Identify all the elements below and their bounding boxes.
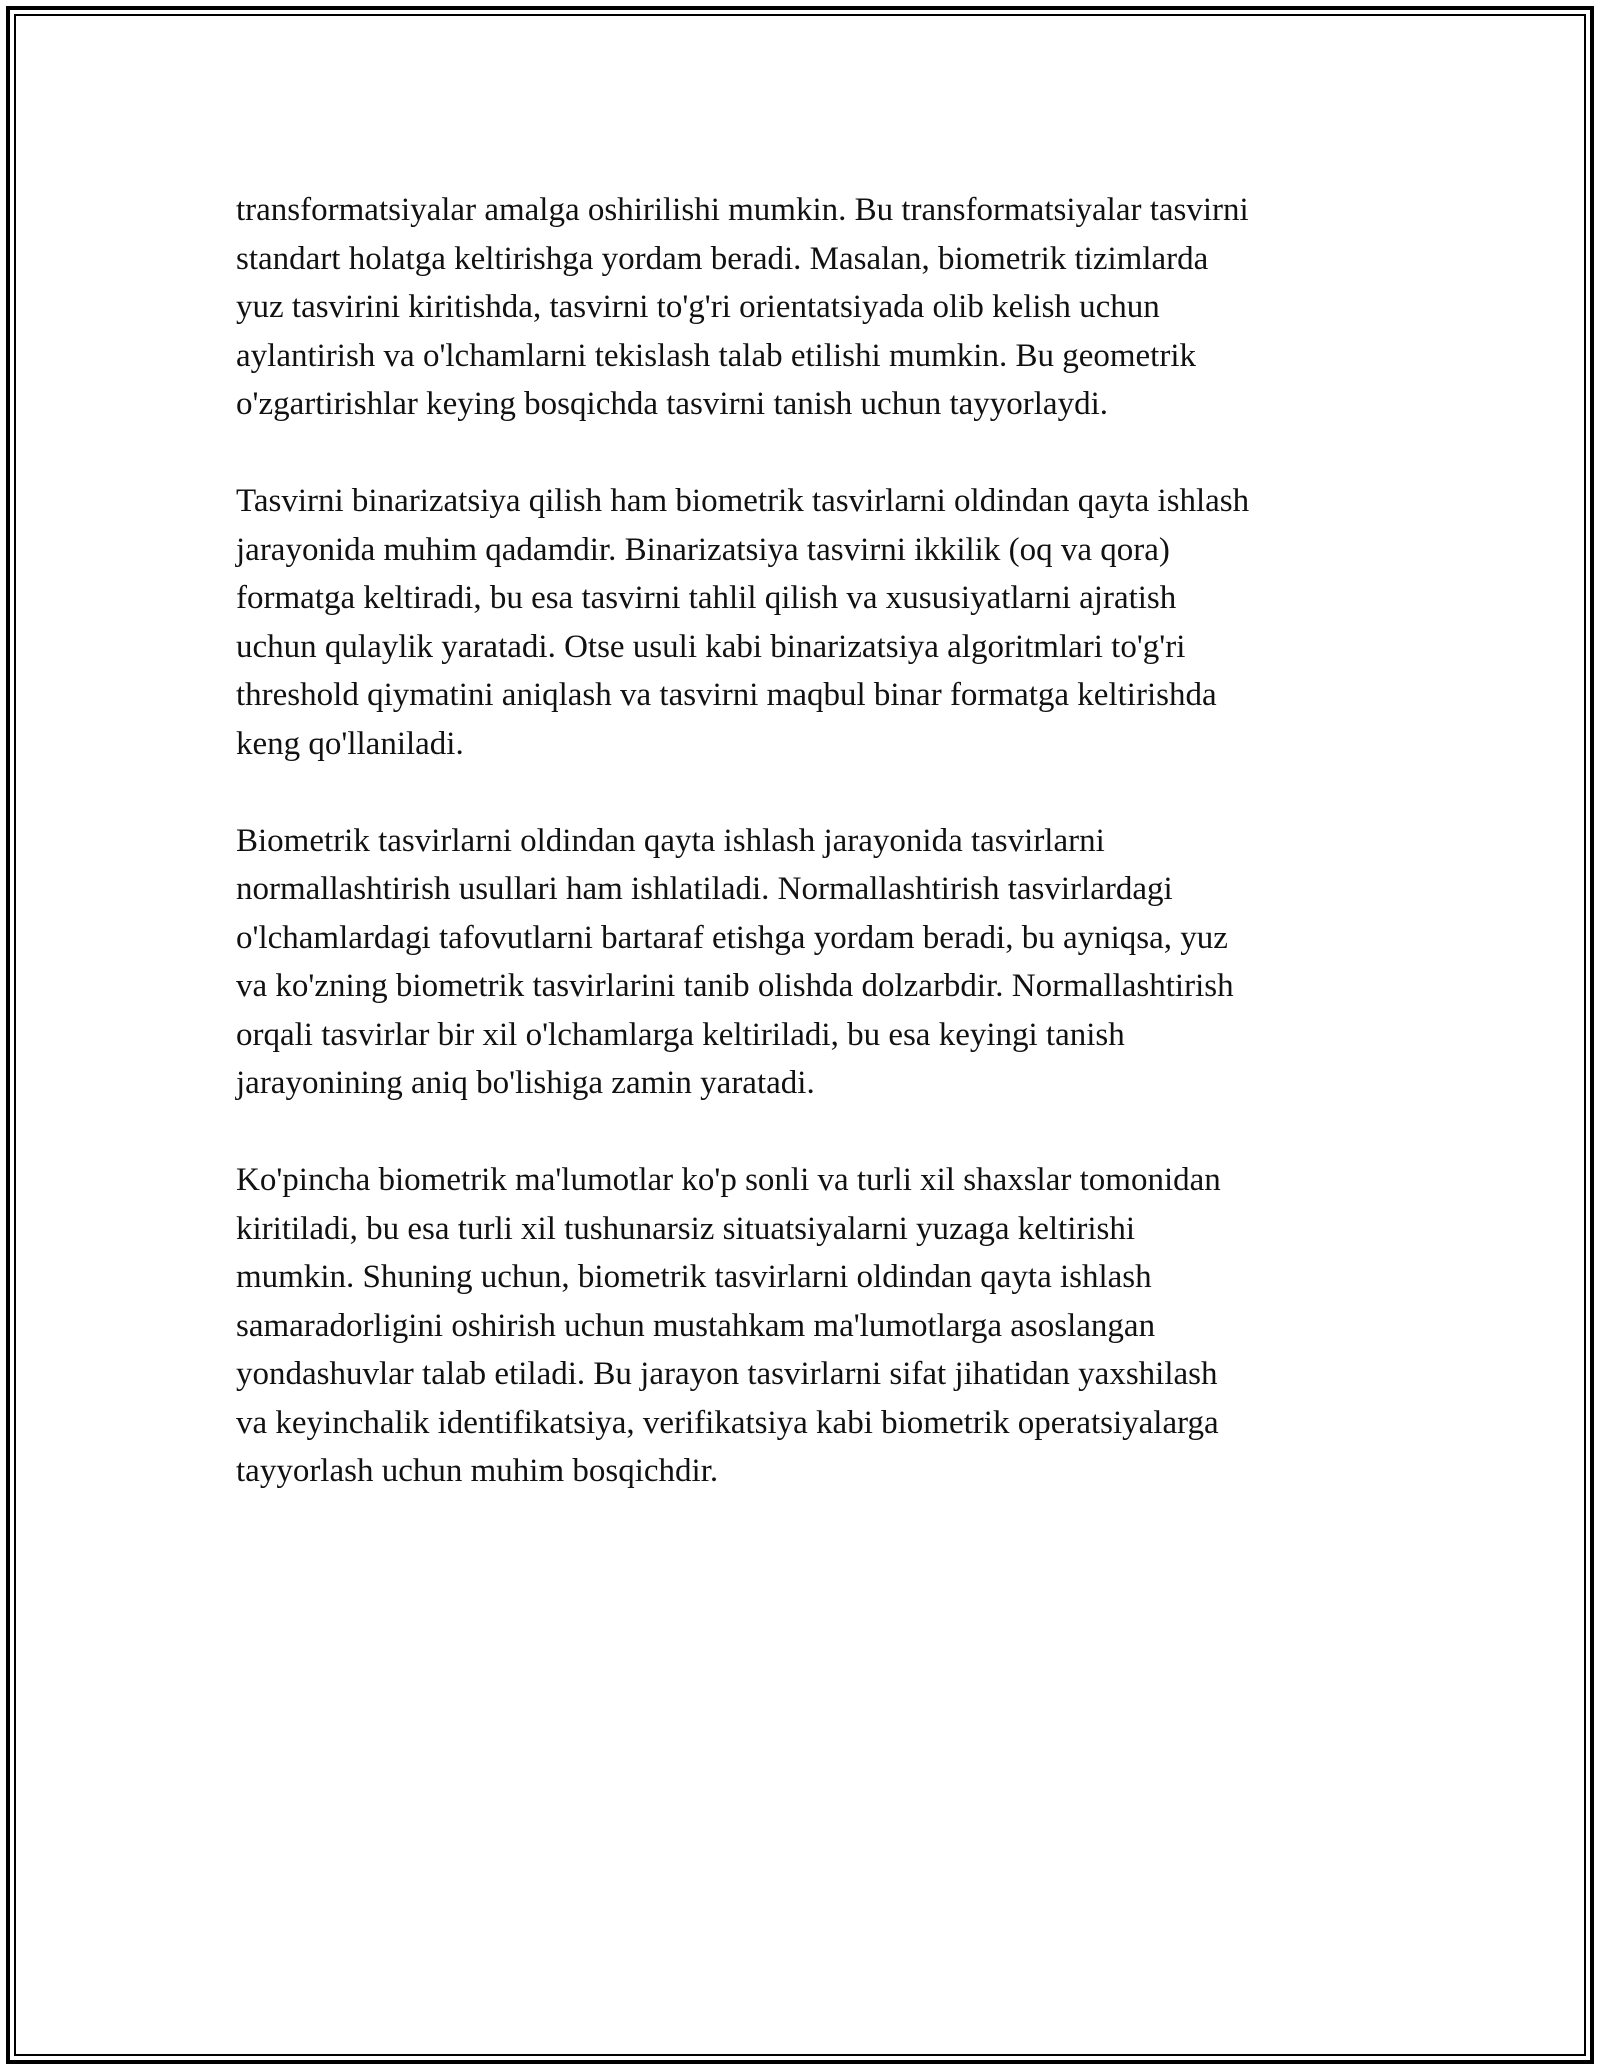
paragraph-1: transformatsiyalar amalga oshirilishi mumkin. Bu transformatsiyalar tasvirni standart holatga keltirishga yordam beradi. Masalan, biometrik tizimlarda yuz tasvirini kiritishda, tasvirni to'g'ri orientatsiyada olib kelish uchun aylantirish va o'lchamlarni tekislash talab etilishi mumkin. Bu geometrik o'zgartirishlar keying bosqichda tasvirni tanish uchun tayyorlaydi. (236, 192, 1249, 422)
document-body (236, 186, 1376, 1544)
paragraph-3: Biometrik tasvirlarni oldindan qayta ishlash jarayonida tasvirlarni normallashtirish usullari ham ishlatiladi. Normallashtirish tasvirlardagi o'lchamlardagi tafovutlarni bartaraf etishga yordam beradi, bu ayniqsa, yuz va ko'zning biometrik tasvirlarini tanib olishda dolzarbdir. Normallashtirish orqali tasvirlar bir xil o'lchamlarga keltiriladi, bu esa keyingi tanish jarayonining aniq bo'lishiga zamin yaratadi. (236, 822, 1234, 1101)
paragraph-2: Tasvirni binarizatsiya qilish ham biometrik tasvirlarni oldindan qayta ishlash jarayonida muhim qadamdir. Binarizatsiya tasvirni ikkilik (oq va qora) formatga keltiradi, bu esa tasvirni tahlil qilish va xususiyatlarni ajratish uchun qulaylik yaratadi. Otse usuli kabi binarizatsiya algoritmlari to'g'ri threshold qiymatini aniqlash va tasvirni maqbul binar formatga keltirishda keng qo'llaniladi. (236, 483, 1250, 762)
paragraph-4: Ko'pincha biometrik ma'lumotlar ko'p sonli va turli xil shaxslar tomonidan kiritiladi, bu esa turli xil tushunarsiz situatsiyalarni yuzaga keltirishi mumkin. Shuning uchun, biometrik tasvirlarni oldindan qayta ishlash samaradorligini oshirish uchun mustahkam ma'lumotlarga asoslangan yondashuvlar talab etiladi. Bu jarayon tasvirlarni sifat jihatidan yaxshilash va keyinchalik identifikatsiya, verifikatsiya kabi biometrik operatsiyalarga tayyorlash uchun muhim bosqichdir. (236, 1162, 1221, 1489)
